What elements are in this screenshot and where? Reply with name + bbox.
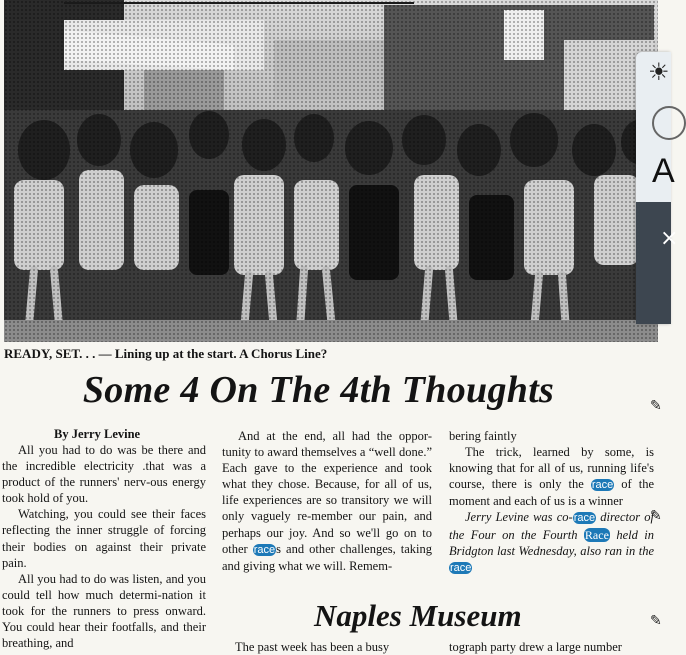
highlight-race[interactable]: race: [591, 479, 614, 492]
paragraph-text: Jerry Levine was co-: [465, 510, 573, 525]
highlight-race[interactable]: race: [573, 512, 596, 525]
paragraph: [222, 428, 432, 574]
headline-text: Some 4 On The 4th Thoughts: [82, 369, 555, 411]
sub-headline: Naples Museum: [314, 598, 522, 633]
highlight-race[interactable]: race: [450, 561, 472, 574]
highlight-race[interactable]: Race: [584, 527, 609, 542]
photo-caption: READY, SET. . . — Lining up at the start. A Chorus Line?: [4, 346, 328, 361]
paragraph-text: of the moment and each of us is a winner: [449, 477, 655, 509]
paragraph-text: The trick, learned by some, is knowing that for all of us, running life's course, there is only the: [449, 445, 654, 492]
paragraph: bering faintly: [449, 429, 517, 443]
column-2: [222, 428, 432, 574]
author-note: [449, 509, 654, 575]
photo-top-rule: [64, 2, 414, 4]
paragraph-text: And at the end, all had the oppor-tunity to award themselves a “well done.” Each gave to the experience and took what they chose. Because, for all of us, life experiences are so transitory we will only vaguely re-member our pain, and perhaps our joy. And so we'll go on to other: [222, 429, 432, 556]
highlight-race[interactable]: race: [253, 543, 276, 556]
paragraph-text: held in Bridgton last Wednesday, also ran in the: [449, 527, 655, 558]
column-3: [449, 428, 654, 576]
column-1: [2, 442, 206, 651]
paragraph: [449, 444, 654, 509]
font-size-icon[interactable]: A: [652, 152, 675, 190]
close-icon[interactable]: ×: [660, 226, 679, 251]
paragraph: All you had to do was be there and the incredible electricity .that was a product of the runners' nerv-ous energy took hold of you.: [2, 443, 206, 506]
column-3-bottom-text: tograph party drew a large number: [449, 640, 622, 654]
margin-mark-icon: ✎: [650, 398, 662, 414]
side-panel-dark-section: [636, 202, 671, 324]
margin-mark-icon: ✎: [650, 508, 662, 524]
article-headline: [0, 368, 671, 412]
race-start-photo: [4, 0, 658, 342]
side-panel[interactable]: [636, 52, 679, 324]
paragraph: Watching, you could see their faces reflecting the inner struggle of forcing their bodies on against their private pain.: [2, 507, 206, 570]
brightness-icon[interactable]: ☀: [648, 58, 670, 86]
paragraph: All you had to do was listen, and you could tell how much determi-nation it took for the runners to press onward. You could hear their footfalls, and their breathing, and: [2, 571, 206, 651]
byline: By Jerry Levine: [54, 427, 141, 441]
paragraph-text: s and other challenges, taking and giving what we will. Remem-: [222, 541, 433, 573]
circle-icon[interactable]: [652, 106, 686, 140]
photo-graphic: [4, 0, 658, 342]
paragraph-text: director of the Four on the Fourth: [449, 510, 655, 542]
margin-mark-icon: ✎: [650, 613, 662, 629]
column-2-bottom-text: The past week has been a busy: [235, 640, 390, 654]
